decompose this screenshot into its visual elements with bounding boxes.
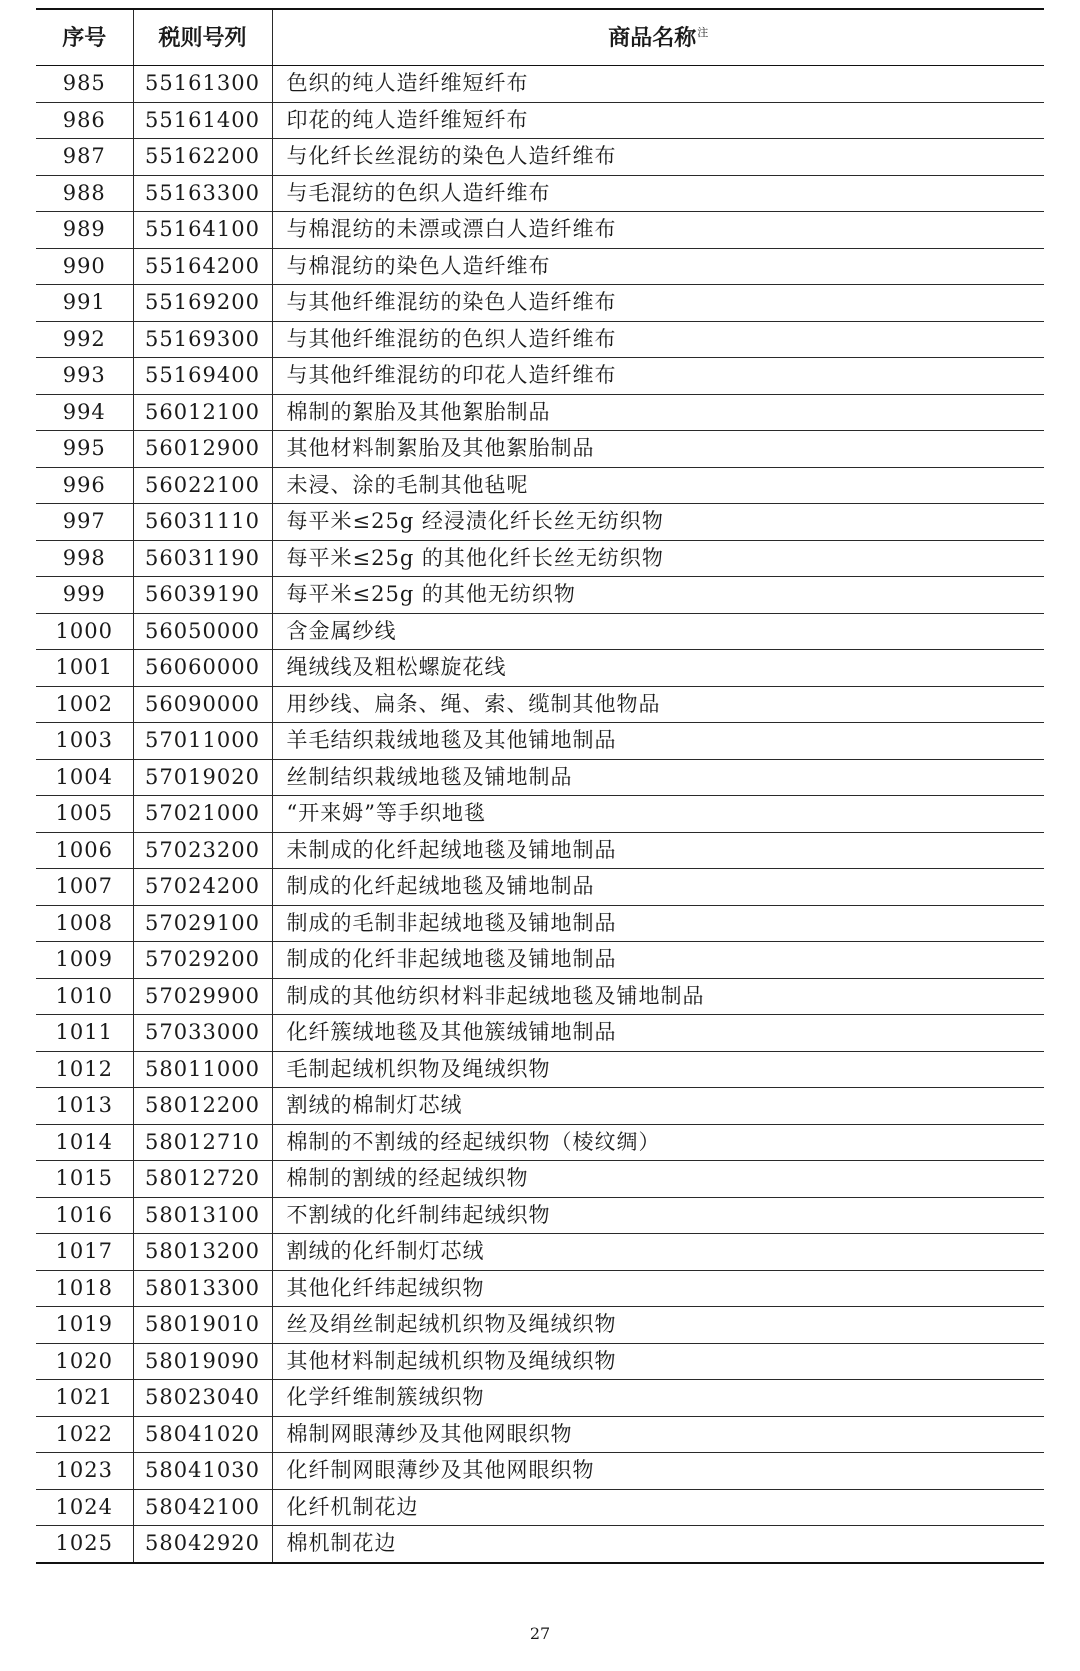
row-code-cell: 57033000: [133, 1015, 272, 1052]
row-code-cell: 58041020: [133, 1416, 272, 1453]
row-name-cell: 与棉混纺的染色人造纤维布: [272, 248, 1044, 285]
row-name-cell: 与棉混纺的未漂或漂白人造纤维布: [272, 212, 1044, 249]
row-name-cell: 含金属纱线: [272, 613, 1044, 650]
row-code-cell: 58012200: [133, 1088, 272, 1125]
table-header-row: [36, 9, 1044, 66]
row-code-cell: 58019090: [133, 1343, 272, 1380]
row-code-cell: 58013200: [133, 1234, 272, 1271]
table-row: [36, 1343, 1044, 1380]
table-row: [36, 504, 1044, 541]
row-code-cell: 55161400: [133, 102, 272, 139]
header-name-cell: [272, 9, 1044, 66]
row-name-cell: 棉机制花边: [272, 1526, 1044, 1563]
row-index-cell: 1010: [36, 978, 133, 1015]
table-row: [36, 796, 1044, 833]
header-code: 税则号列: [133, 9, 272, 66]
row-index-cell: 995: [36, 431, 133, 468]
row-index-cell: 996: [36, 467, 133, 504]
row-code-cell: 55169200: [133, 285, 272, 322]
row-index-cell: 1022: [36, 1416, 133, 1453]
row-index-cell: 991: [36, 285, 133, 322]
row-code-cell: 55169300: [133, 321, 272, 358]
row-name-cell: 每平米≤25g 的其他化纤长丝无纺织物: [272, 540, 1044, 577]
table-row: [36, 248, 1044, 285]
row-code-cell: 57029200: [133, 942, 272, 979]
row-name-cell: 制成的其他纺织材料非起绒地毯及铺地制品: [272, 978, 1044, 1015]
row-name-cell: 化纤制网眼薄纱及其他网眼织物: [272, 1453, 1044, 1490]
row-name-cell: 棉制网眼薄纱及其他网眼织物: [272, 1416, 1044, 1453]
row-index-cell: 1021: [36, 1380, 133, 1417]
row-code-cell: 56090000: [133, 686, 272, 723]
row-index-cell: 1014: [36, 1124, 133, 1161]
row-index-cell: 1025: [36, 1526, 133, 1563]
row-index-cell: 993: [36, 358, 133, 395]
table-body: [36, 66, 1044, 1563]
row-name-cell: 色织的纯人造纤维短纤布: [272, 66, 1044, 103]
row-code-cell: 57029100: [133, 905, 272, 942]
row-index-cell: 989: [36, 212, 133, 249]
row-name-cell: 未浸、涂的毛制其他毡呢: [272, 467, 1044, 504]
row-code-cell: 58013300: [133, 1270, 272, 1307]
table-row: [36, 66, 1044, 103]
table-row: [36, 650, 1044, 687]
table-row: [36, 139, 1044, 176]
row-name-cell: 毛制起绒机织物及绳绒织物: [272, 1051, 1044, 1088]
row-name-cell: 其他材料制起绒机织物及绳绒织物: [272, 1343, 1044, 1380]
row-name-cell: 与其他纤维混纺的色织人造纤维布: [272, 321, 1044, 358]
table-row: [36, 905, 1044, 942]
table-row: [36, 613, 1044, 650]
table-row: [36, 978, 1044, 1015]
row-name-cell: 棉制的不割绒的经起绒织物（棱纹绸）: [272, 1124, 1044, 1161]
row-name-cell: 割绒的化纤制灯芯绒: [272, 1234, 1044, 1271]
row-code-cell: 58011000: [133, 1051, 272, 1088]
table-row: [36, 759, 1044, 796]
row-name-cell: 不割绒的化纤制纬起绒织物: [272, 1197, 1044, 1234]
row-index-cell: 999: [36, 577, 133, 614]
table-row: [36, 467, 1044, 504]
row-code-cell: 58042920: [133, 1526, 272, 1563]
row-name-cell: 制成的化纤起绒地毯及铺地制品: [272, 869, 1044, 906]
table-row: [36, 723, 1044, 760]
row-code-cell: 56031110: [133, 504, 272, 541]
row-index-cell: 1006: [36, 832, 133, 869]
row-code-cell: 58023040: [133, 1380, 272, 1417]
row-index-cell: 1016: [36, 1197, 133, 1234]
row-index-cell: 1012: [36, 1051, 133, 1088]
table-row: [36, 285, 1044, 322]
table-row: [36, 212, 1044, 249]
table-row: [36, 1234, 1044, 1271]
row-index-cell: 1005: [36, 796, 133, 833]
table-row: [36, 686, 1044, 723]
table-row: [36, 869, 1044, 906]
row-name-cell: “开来姆”等手织地毯: [272, 796, 1044, 833]
row-code-cell: 58012720: [133, 1161, 272, 1198]
row-code-cell: 56012900: [133, 431, 272, 468]
row-name-cell: 绳绒线及粗松螺旋花线: [272, 650, 1044, 687]
row-name-cell: 棉制的絮胎及其他絮胎制品: [272, 394, 1044, 431]
row-code-cell: 56022100: [133, 467, 272, 504]
row-name-cell: 羊毛结织栽绒地毯及其他铺地制品: [272, 723, 1044, 760]
row-code-cell: 57019020: [133, 759, 272, 796]
table-row: [36, 358, 1044, 395]
row-name-cell: 丝制结织栽绒地毯及铺地制品: [272, 759, 1044, 796]
row-index-cell: 1024: [36, 1489, 133, 1526]
table-row: [36, 1380, 1044, 1417]
row-code-cell: 55164100: [133, 212, 272, 249]
row-name-cell: 每平米≤25g 的其他无纺织物: [272, 577, 1044, 614]
row-index-cell: 1023: [36, 1453, 133, 1490]
table-row: [36, 175, 1044, 212]
row-name-cell: 印花的纯人造纤维短纤布: [272, 102, 1044, 139]
row-index-cell: 998: [36, 540, 133, 577]
row-code-cell: 56039190: [133, 577, 272, 614]
page-number: 27: [529, 1624, 551, 1643]
header-index: 序号: [36, 9, 133, 66]
row-code-cell: 58019010: [133, 1307, 272, 1344]
tariff-table: [36, 8, 1044, 1564]
table-row: [36, 1197, 1044, 1234]
row-code-cell: 56012100: [133, 394, 272, 431]
row-code-cell: 57029900: [133, 978, 272, 1015]
row-code-cell: 57024200: [133, 869, 272, 906]
table-row: [36, 394, 1044, 431]
row-index-cell: 1001: [36, 650, 133, 687]
row-index-cell: 986: [36, 102, 133, 139]
row-name-cell: 与化纤长丝混纺的染色人造纤维布: [272, 139, 1044, 176]
row-code-cell: 55164200: [133, 248, 272, 285]
row-index-cell: 997: [36, 504, 133, 541]
row-index-cell: 1007: [36, 869, 133, 906]
row-code-cell: 56031190: [133, 540, 272, 577]
row-name-cell: 棉制的割绒的经起绒织物: [272, 1161, 1044, 1198]
row-index-cell: 1003: [36, 723, 133, 760]
table-row: [36, 102, 1044, 139]
row-name-cell: 与其他纤维混纺的印花人造纤维布: [272, 358, 1044, 395]
row-code-cell: 55162200: [133, 139, 272, 176]
row-name-cell: 丝及绢丝制起绒机织物及绳绒织物: [272, 1307, 1044, 1344]
row-name-cell: 与毛混纺的色织人造纤维布: [272, 175, 1044, 212]
row-name-cell: 其他材料制絮胎及其他絮胎制品: [272, 431, 1044, 468]
row-index-cell: 1015: [36, 1161, 133, 1198]
row-index-cell: 1018: [36, 1270, 133, 1307]
row-index-cell: 1002: [36, 686, 133, 723]
row-index-cell: 987: [36, 139, 133, 176]
table-row: [36, 1051, 1044, 1088]
row-code-cell: 55169400: [133, 358, 272, 395]
table-row: [36, 577, 1044, 614]
table-row: [36, 1489, 1044, 1526]
row-code-cell: 58013100: [133, 1197, 272, 1234]
row-name-cell: 化学纤维制簇绒织物: [272, 1380, 1044, 1417]
row-name-cell: 制成的毛制非起绒地毯及铺地制品: [272, 905, 1044, 942]
row-name-cell: 与其他纤维混纺的染色人造纤维布: [272, 285, 1044, 322]
row-code-cell: 57021000: [133, 796, 272, 833]
row-index-cell: 985: [36, 66, 133, 103]
table-row: [36, 1526, 1044, 1563]
table-row: [36, 1088, 1044, 1125]
table-row: [36, 540, 1044, 577]
row-index-cell: 1008: [36, 905, 133, 942]
table-row: [36, 1270, 1044, 1307]
row-name-cell: 割绒的棉制灯芯绒: [272, 1088, 1044, 1125]
table-row: [36, 321, 1044, 358]
row-name-cell: 其他化纤纬起绒织物: [272, 1270, 1044, 1307]
table-row: [36, 1124, 1044, 1161]
row-index-cell: 992: [36, 321, 133, 358]
row-code-cell: 58041030: [133, 1453, 272, 1490]
row-index-cell: 1020: [36, 1343, 133, 1380]
row-index-cell: 1004: [36, 759, 133, 796]
row-index-cell: 1009: [36, 942, 133, 979]
row-code-cell: 57023200: [133, 832, 272, 869]
row-code-cell: 58042100: [133, 1489, 272, 1526]
row-name-cell: 制成的化纤非起绒地毯及铺地制品: [272, 942, 1044, 979]
table-row: [36, 1416, 1044, 1453]
row-code-cell: 57011000: [133, 723, 272, 760]
row-code-cell: 55161300: [133, 66, 272, 103]
table-row: [36, 431, 1044, 468]
row-name-cell: 用纱线、扁条、绳、索、缆制其他物品: [272, 686, 1044, 723]
table-row: [36, 1161, 1044, 1198]
row-name-cell: 每平米≤25g 经浸渍化纤长丝无纺织物: [272, 504, 1044, 541]
row-index-cell: 1013: [36, 1088, 133, 1125]
row-name-cell: 化纤簇绒地毯及其他簇绒铺地制品: [272, 1015, 1044, 1052]
row-code-cell: 56060000: [133, 650, 272, 687]
row-index-cell: 1019: [36, 1307, 133, 1344]
row-code-cell: 56050000: [133, 613, 272, 650]
row-index-cell: 994: [36, 394, 133, 431]
table-row: [36, 942, 1044, 979]
table-row: [36, 1015, 1044, 1052]
row-name-cell: 化纤机制花边: [272, 1489, 1044, 1526]
row-index-cell: 988: [36, 175, 133, 212]
table-row: [36, 832, 1044, 869]
row-code-cell: 58012710: [133, 1124, 272, 1161]
header-name: 商品名称: [608, 24, 697, 51]
row-code-cell: 55163300: [133, 175, 272, 212]
header-note-marker: 注: [697, 26, 709, 40]
table-row: [36, 1453, 1044, 1490]
row-index-cell: 1017: [36, 1234, 133, 1271]
row-index-cell: 990: [36, 248, 133, 285]
row-index-cell: 1000: [36, 613, 133, 650]
row-index-cell: 1011: [36, 1015, 133, 1052]
table-row: [36, 1307, 1044, 1344]
row-name-cell: 未制成的化纤起绒地毯及铺地制品: [272, 832, 1044, 869]
